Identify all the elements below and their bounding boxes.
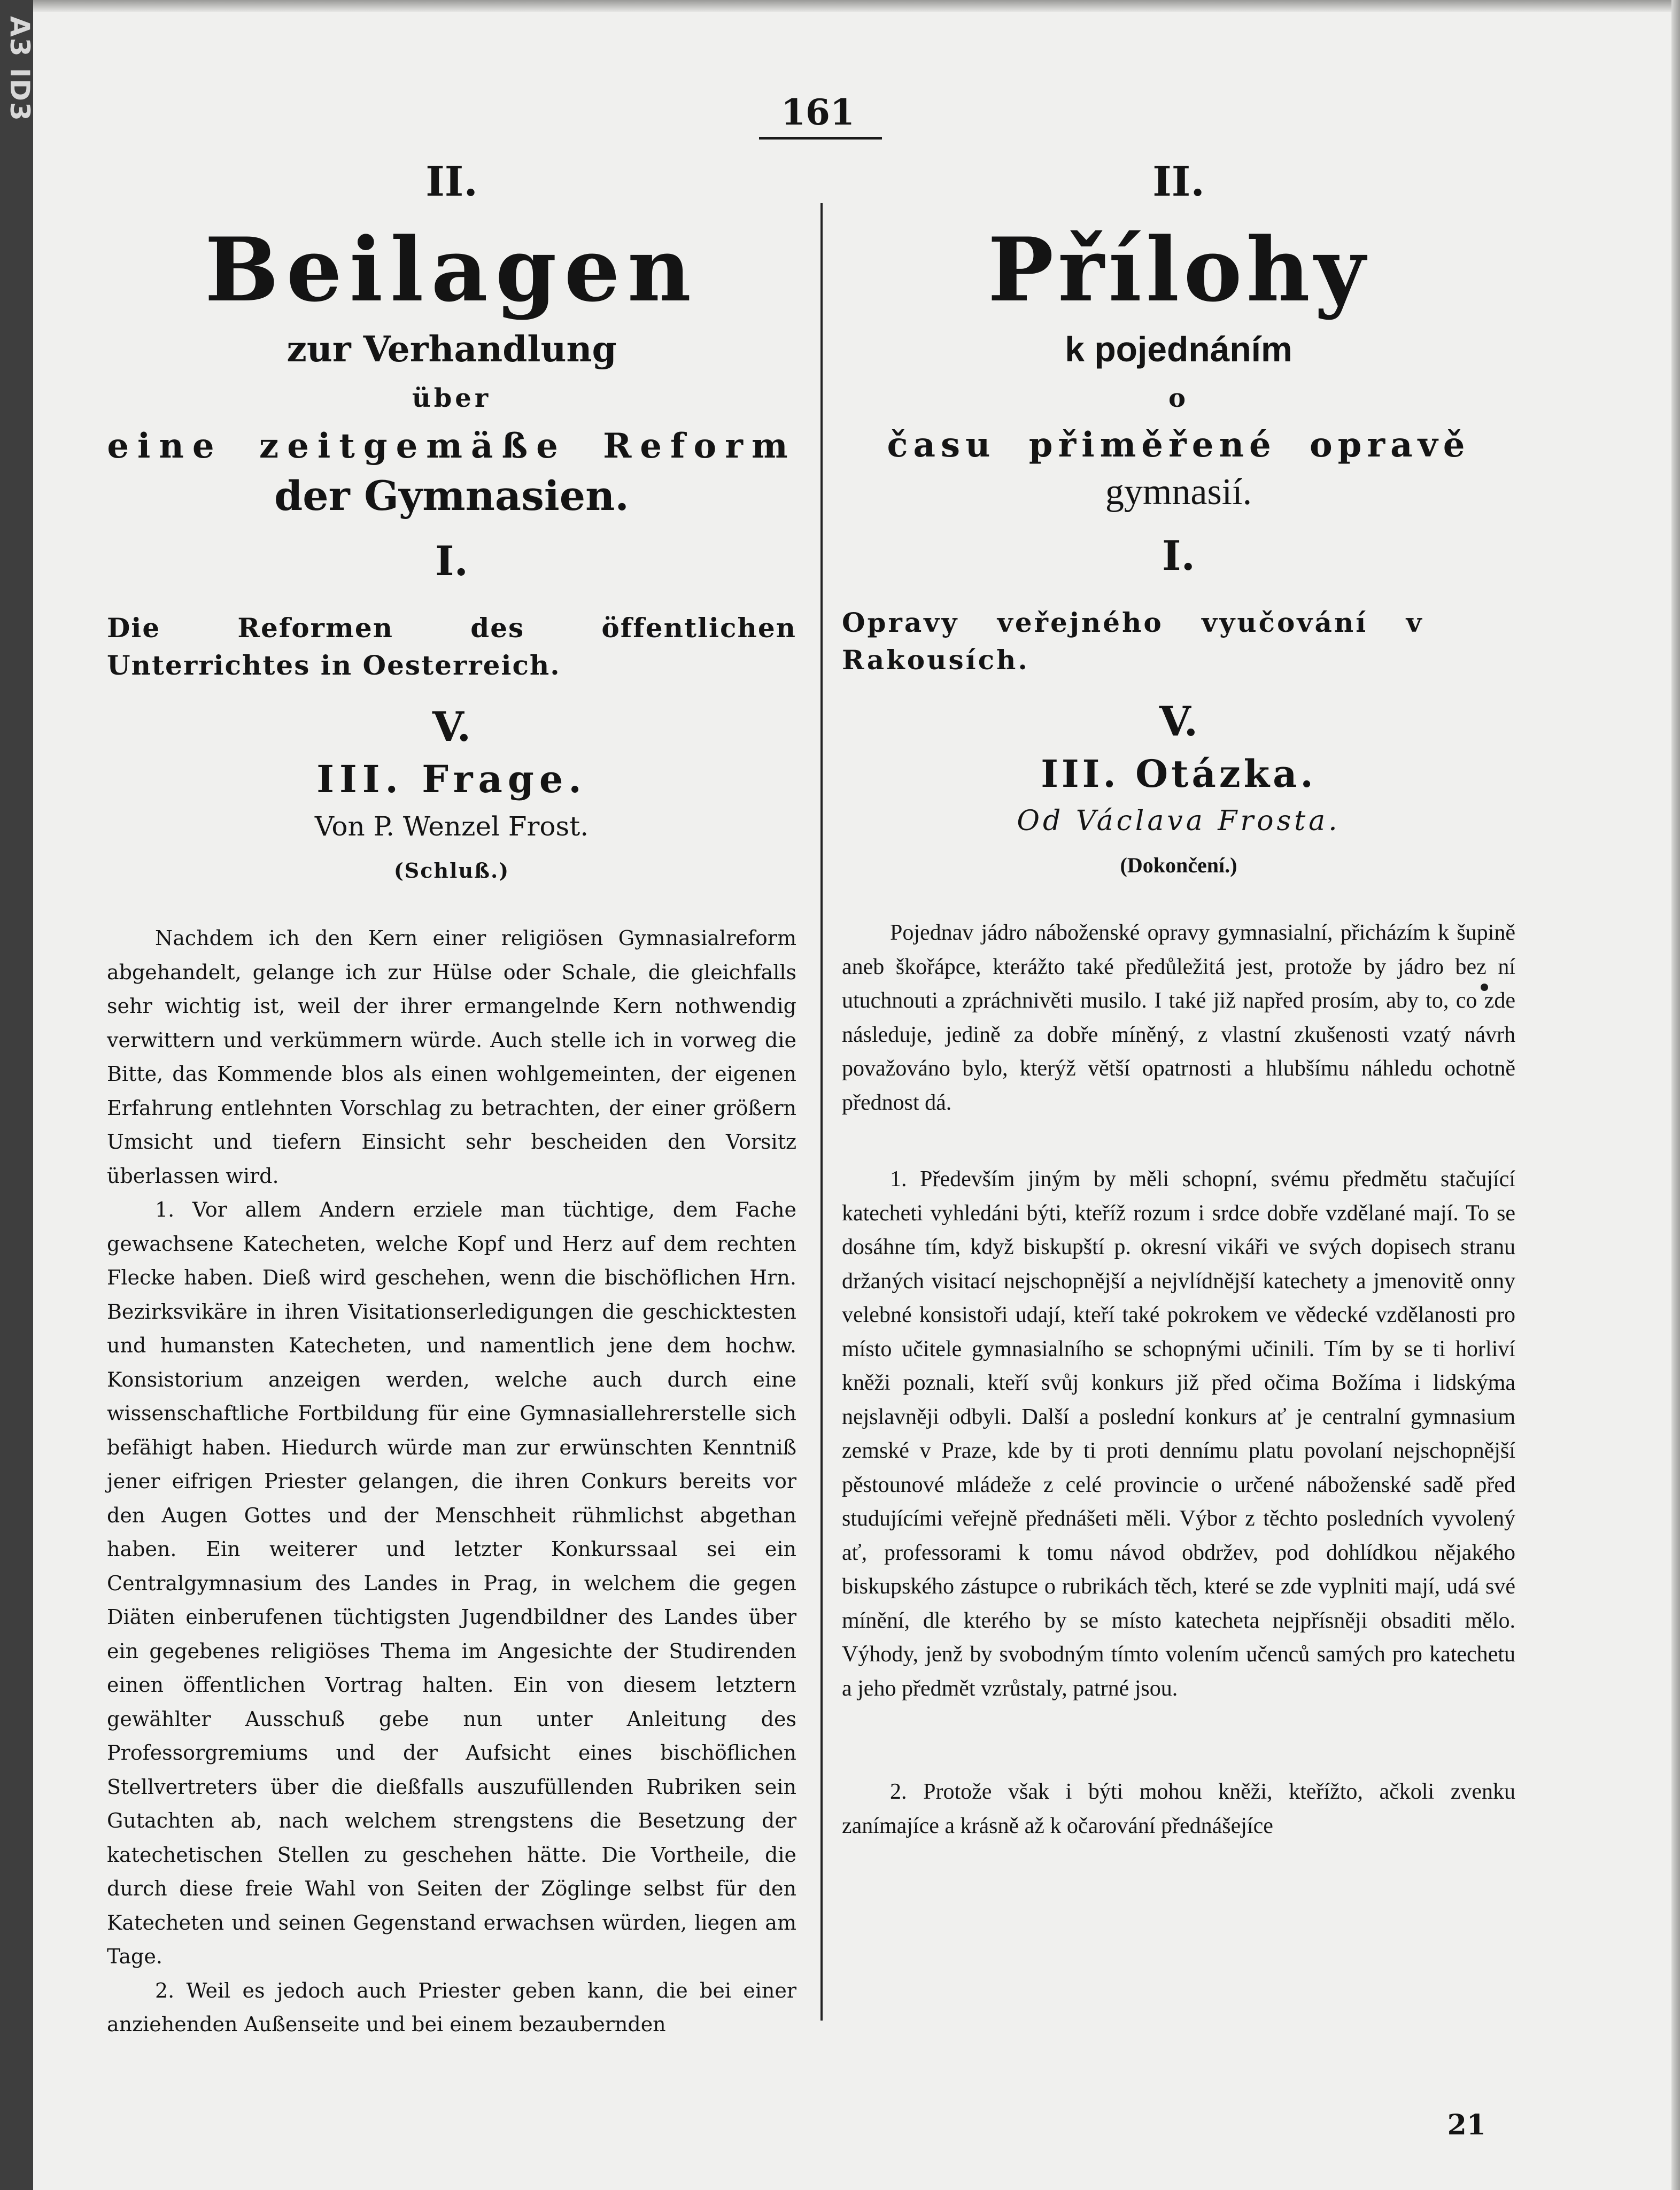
conclusion-note: (Schluß.) bbox=[393, 858, 510, 883]
scan-right-edge bbox=[1671, 0, 1680, 2190]
part-numeral-v: V. bbox=[1159, 698, 1198, 745]
paragraph-intro: Pojednav jádro náboženské opravy gymnasialní, přicházím k šupině aneb škořápce, kterážto také předůležitá jest, protože by jádro bez ní utuchnouti a zpráchnivěti musilo. I také již napřed prosím, aby to, co zde následuje, jedině za dobře míněný, z vlastní zkušenosti vzatý návrh považováno bylo, kterýž větší opatrnosti a hlubšímu náhledu ochotně přednost dá. bbox=[842, 920, 1515, 1115]
page-number: 161 bbox=[781, 91, 855, 133]
paragraph-1: 1. Vor allem Andern erziele man tüchtige, dem Fache gewachsene Katecheten, welche Kopf und Herz auf dem rechten Flecke haben. Dieß wird geschehen, wenn die bischöflichen Hrn. Bezirksvikäre in ihren Visitationserledigungen die geschicktesten und humansten Katecheten, und namentlich jene dem hochw. Konsistorium anzeigen werden, welche auch durch eine wissenschaftliche Fortbildung für eine Gymnasiallehrerstelle sich befähigt haben. Hiedurch würde man zur erwünschten Kenntniß jener eifrigen Priester gelangen, die ihren Conkurs bereits vor den Augen Gottes und der Menschheit rühmlichst abgethan haben. Ein weiterer und letzter Konkurssaal sei ein Centralgymnasium des Landes in Prag, in welchem die gegen Diäten einberufenen tüchtigsten Jugendbildner des Landes über ein gegebenes religiöses Thema im Angesichte der Studirenden einen öffentlichen Vortrag halten. Ein von diesem letztern gewählter Ausschuß gebe nun unter Anleitung des Professorgremiums und der Aufsicht eines bischöflichen Stellvertreters über die dießfalls auszufüllenden Rubriken sein Gutachten ab, nach welchem strengstens die Besetzung der katechetischen Stellen zu geschehen hätte. Die Vortheile, die durch diese freie Wahl von Seiten der Zöglinge selbst für den Katecheten und seinen Gegenstand erwachsen würden, liegen am Tage. bbox=[107, 1198, 796, 1968]
part-numeral: II. bbox=[1152, 158, 1205, 205]
german-column bbox=[107, 155, 796, 2042]
main-title: Beilagen bbox=[204, 218, 699, 321]
paragraph-intro: Nachdem ich den Kern einer religiösen Gymnasialreform abgehandelt, gelange ich zur Hülse oder Schale, die gleichfalls sehr wichtig ist, weil der ihrer ermangelnde Kern nothwendig verwittern und verkümmern würde. Auch stelle ich in vorweg die Bitte, das Kommende blos als einen wohlgemeinten, der eigenen Erfahrung entlehnten Vorschlag zu betrachten, der einer größern Umsicht und tiefern Einsicht sehr bescheiden den Vorsitz überlassen wird. bbox=[107, 926, 796, 1188]
subtitle-line-2: o bbox=[1168, 383, 1189, 413]
section-title: Opravy veřejného vyučování v Rakousích. bbox=[842, 607, 1424, 676]
subtitle-line-3: času přiměřené opravě bbox=[887, 425, 1470, 465]
section-numeral: I. bbox=[1162, 532, 1195, 579]
main-title: Přílohy bbox=[987, 218, 1370, 321]
section-title: Die Reformen des öffentlichen Unterrichtes in Oesterreich. bbox=[107, 612, 796, 681]
subtitle-line-1: k pojednáním bbox=[1065, 329, 1292, 369]
signature-mark: 21 bbox=[1447, 2109, 1486, 2141]
author-line: Von P. Wenzel Frost. bbox=[314, 811, 589, 842]
part-numeral: II. bbox=[425, 158, 478, 205]
paragraph-1: 1. Především jiným by měli schopní, svému předmětu stačující katecheti vyhledáni býti, kteříž rozum i srdce dobře vzdělané mají. To se dosáhne tím, když biskupští p. okresní vikáři ve svých dopisech stranu držaných visitací nejschopnější a nejvlídnější katechety a jmenovitě onny velebné konsistoři udají, kteří také pokrokem ve vědecké vzdělanosti pro místo učitele gymnasialního se schopnými učinili. Tím by se ti horliví kněži poznali, kteří svůj konkurs již před očima Božíma i lidskýma nejslavněji odbyli. Další a poslední konkurs ať je centralní gymnasium zemské v Praze, kde by ti proti dennímu platu povolaní nejschopnější pěstounové mládeže z celé provincie o určené náboženské sadě před studujícími veřejně přednášeti měli. Výbor z těchto posledních vyvolený ať, professorami k tomu návod obdržev, pod dohlídkou nějakého biskupského zástupce o rubrikách těch, které se zde vyplniti mají, udá své mínění, dle kterého by se místo katecheta nejpřísněji obsaditi mělo. Výhody, jenž by svobodným tímto volením učenců samých pro katechetu a jeho předmět vzrůstaly, patrné jsou. bbox=[842, 1167, 1515, 1701]
scan-top-edge bbox=[33, 0, 1680, 12]
author-line: Od Václava Frosta. bbox=[1017, 805, 1341, 837]
subtitle-line-1: zur Verhandlung bbox=[287, 328, 617, 370]
document-page bbox=[107, 91, 1518, 2141]
page-number-rule bbox=[759, 137, 882, 140]
subtitle-line-3: eine zeitgemäße Reform bbox=[107, 426, 796, 466]
subtitle-line-4: gymnasií. bbox=[1105, 471, 1252, 513]
paragraph-2: 2. Weil es jedoch auch Priester geben kann, die bei einer anziehenden Außenseite und bei einem bezaubernden bbox=[107, 1978, 796, 2036]
column-divider bbox=[820, 203, 823, 2021]
subtitle-line-2: über bbox=[412, 383, 492, 413]
czech-column bbox=[842, 155, 1515, 1843]
scan-edge-label: A3 ID3 bbox=[4, 16, 35, 122]
paragraph-2: 2. Protože však i býti mohou kněži, kteřížto, ačkoli zvenku zanímajíce a krásně až k očarování přednášejíce bbox=[842, 1779, 1515, 1838]
conclusion-note: (Dokončení.) bbox=[1120, 853, 1237, 877]
question-heading: III. Frage. bbox=[316, 757, 587, 801]
subtitle-line-4: der Gymnasien. bbox=[274, 472, 629, 520]
section-numeral: I. bbox=[435, 537, 468, 585]
scan-edge-strip bbox=[0, 0, 33, 2190]
question-heading: III. Otázka. bbox=[1041, 752, 1317, 796]
part-numeral-v: V. bbox=[432, 703, 471, 750]
